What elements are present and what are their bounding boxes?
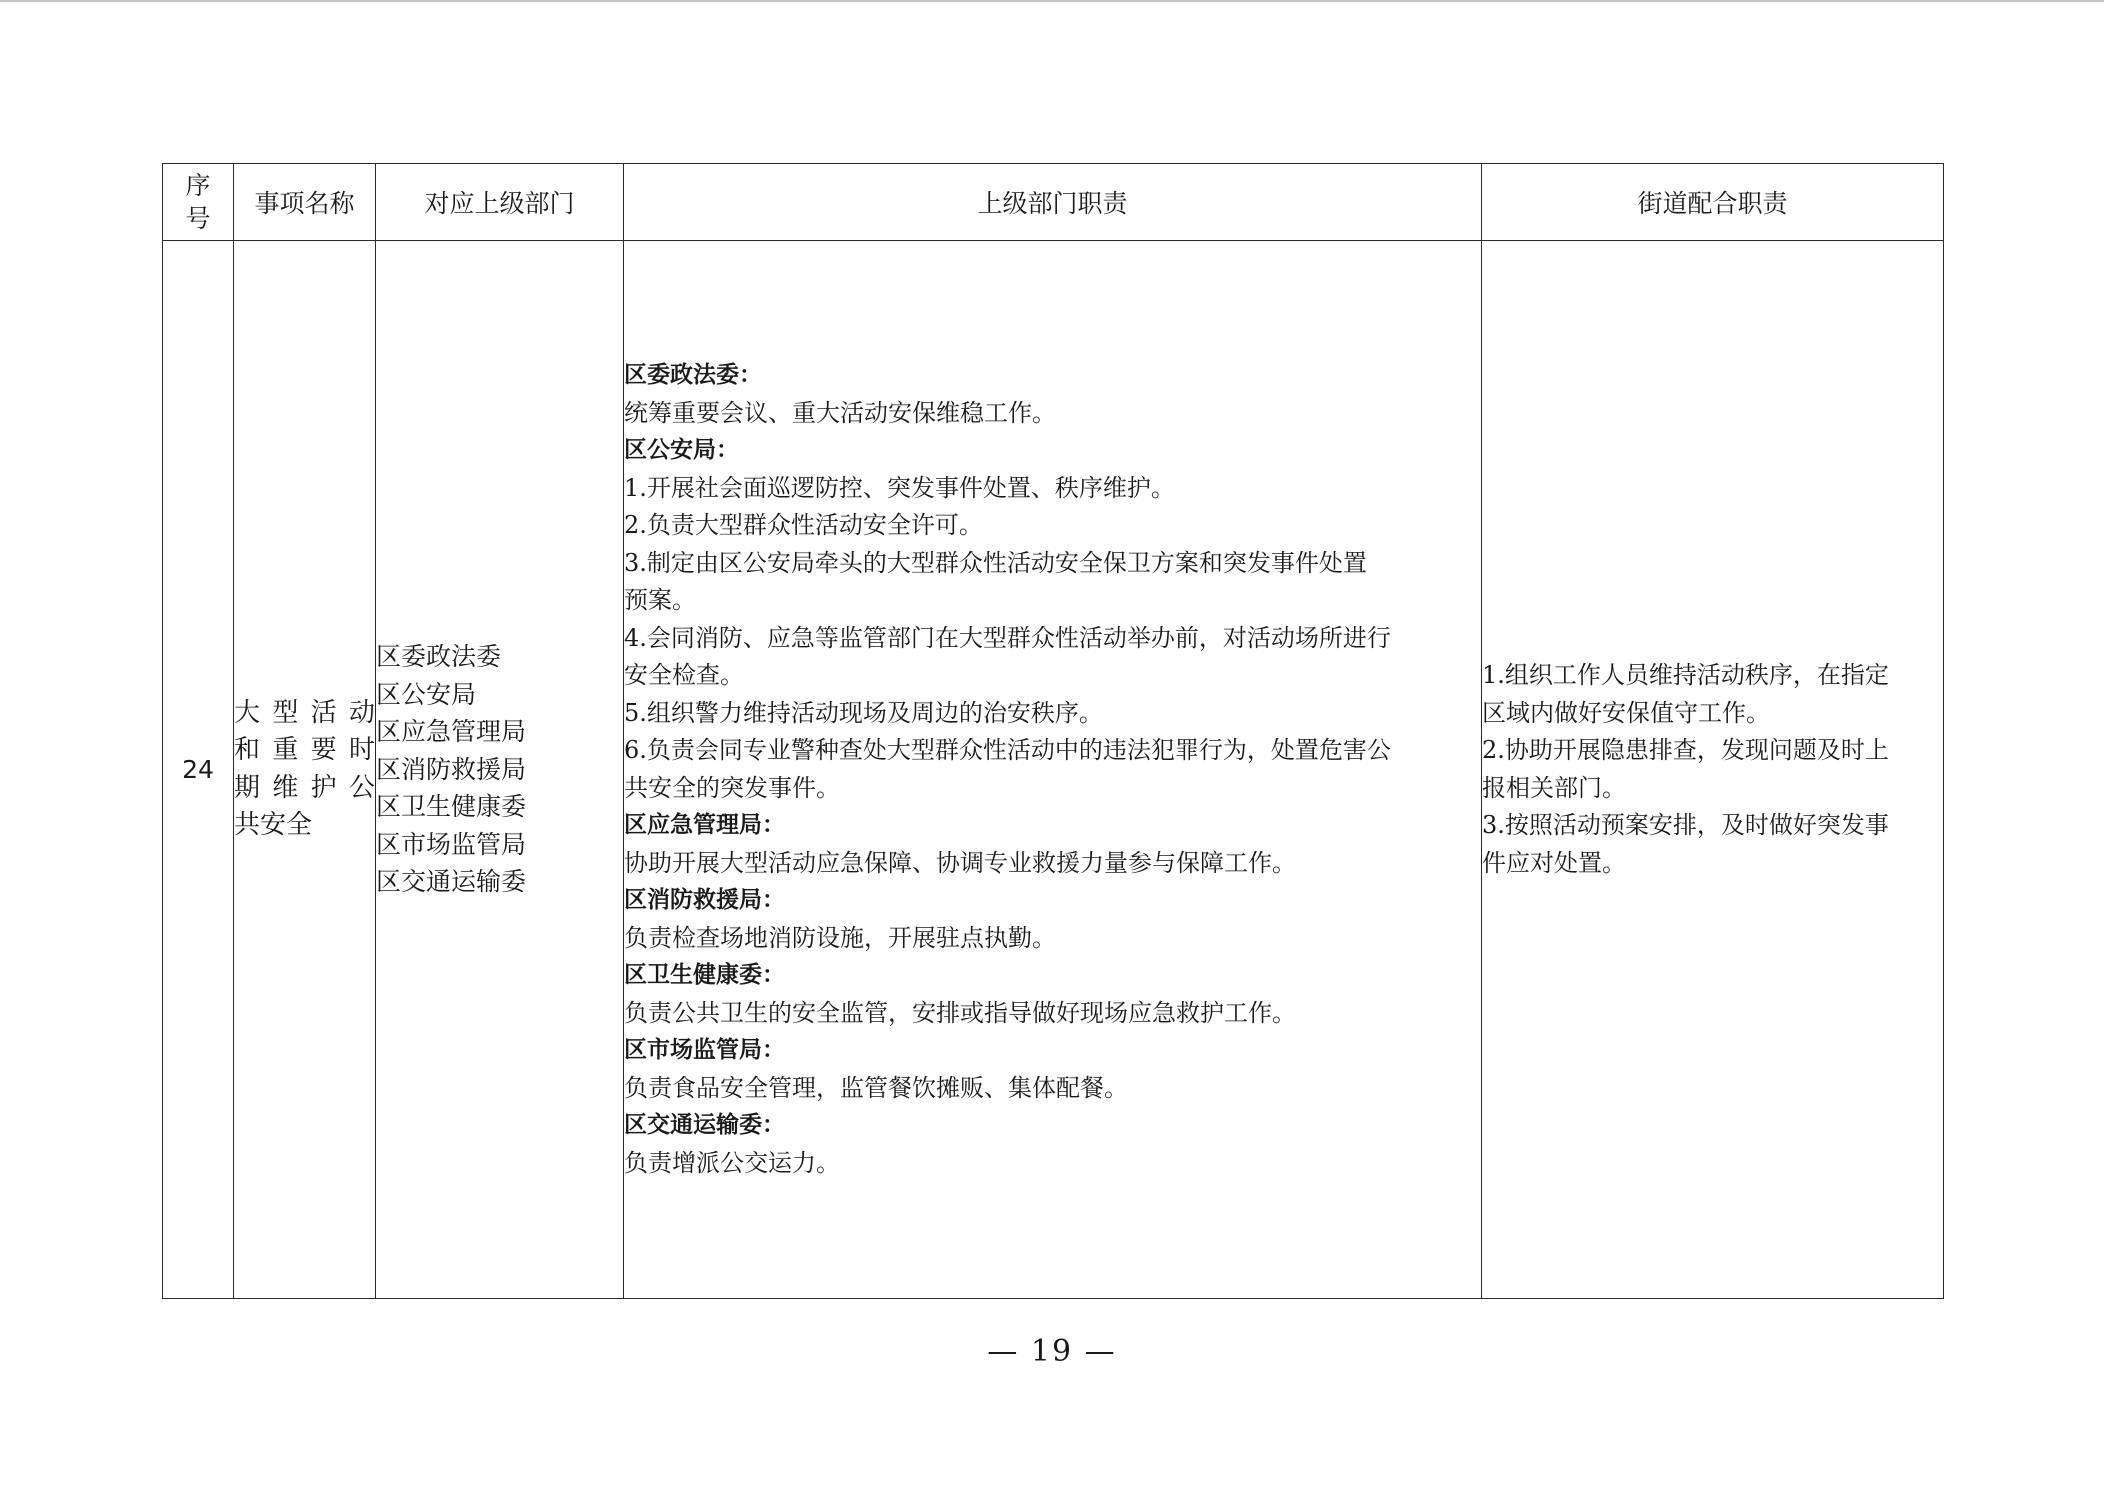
duty-line: 共安全的突发事件。 (624, 773, 840, 802)
street-duty-line: 1.组织工作人员维持活动秩序，在指定 (1482, 661, 1889, 689)
street-duty-line: 2.协助开展隐患排查，发现问题及时上 (1482, 736, 1889, 764)
duty-line: 负责食品安全管理，监管餐饮摊贩、集体配餐。 (624, 1073, 1128, 1102)
duty-line: 1.开展社会面巡逻防控、突发事件处置、秩序维护。 (624, 473, 1175, 502)
dept-item: 区交通运输委 (376, 867, 527, 897)
row-superior-depts (376, 241, 624, 1299)
header-superior-duties: 上级部门职责 (624, 164, 1482, 241)
duty-line: 负责增派公交运力。 (624, 1148, 840, 1177)
duty-line: 预案。 (624, 586, 696, 614)
duty-dept-title: 区市场监管局： (624, 1037, 785, 1063)
duty-dept-title: 区公安局： (624, 437, 739, 463)
row-item-name: 大型活动 和重要时 期维护公 共安全 (234, 241, 376, 1299)
duty-line: 统筹重要会议、重大活动安保维稳工作。 (624, 398, 1056, 427)
duty-line: 2.负责大型群众性活动安全许可。 (624, 511, 983, 539)
header-seq: 序 号 (163, 164, 234, 241)
duty-line: 负责公共卫生的安全监管，安排或指导做好现场应急救护工作。 (624, 998, 1296, 1027)
duty-line: 3.制定由区公安局牵头的大型群众性活动安全保卫方案和突发事件处置 (624, 548, 1367, 577)
duty-dept-title: 区卫生健康委： (624, 962, 785, 988)
duty-line: 安全检查。 (624, 661, 744, 689)
street-duty-line: 报相关部门。 (1482, 773, 1626, 802)
page-top-edge (0, 0, 2104, 2)
duty-line: 5.组织警力维持活动现场及周边的治安秩序。 (624, 698, 1103, 727)
dept-item: 区应急管理局 (376, 717, 527, 747)
duty-dept-title: 区交通运输委： (624, 1112, 785, 1138)
duty-line: 负责检查场地消防设施，开展驻点执勤。 (624, 923, 1056, 952)
duty-table (162, 163, 1944, 1299)
row-superior-duties (624, 241, 1482, 1299)
duty-line: 4.会同消防、应急等监管部门在大型群众性活动举办前，对活动场所进行 (624, 623, 1391, 652)
dept-item: 区卫生健康委 (376, 792, 527, 822)
street-duty-line: 件应对处置。 (1482, 848, 1626, 877)
header-superior-dept: 对应上级部门 (376, 164, 624, 241)
duty-line: 6.负责会同专业警种查处大型群众性活动中的违法犯罪行为，处置危害公 (624, 736, 1391, 764)
row-street-duties (1482, 241, 1944, 1299)
dept-item: 区消防救援局 (376, 754, 527, 784)
duty-dept-title: 区消防救援局： (624, 887, 785, 913)
row-seq: 24 (163, 241, 234, 1299)
page-number: — 19 — (987, 1334, 1117, 1369)
duty-dept-title: 区应急管理局： (624, 812, 785, 838)
street-duty-line: 区域内做好安保值守工作。 (1482, 698, 1770, 727)
duty-dept-title: 区委政法委： (624, 362, 762, 388)
dept-item: 区委政法委 (376, 642, 502, 672)
duty-line: 协助开展大型活动应急保障、协调专业救援力量参与保障工作。 (624, 848, 1296, 877)
dept-item: 区市场监管局 (376, 829, 527, 859)
table-header-row (163, 164, 1944, 241)
header-item-name: 事项名称 (234, 164, 376, 241)
dept-item: 区公安局 (376, 679, 477, 709)
street-duty-line: 3.按照活动预案安排，及时做好突发事 (1482, 811, 1889, 839)
header-street-duties: 街道配合职责 (1482, 164, 1944, 241)
table-row (163, 241, 1944, 1299)
